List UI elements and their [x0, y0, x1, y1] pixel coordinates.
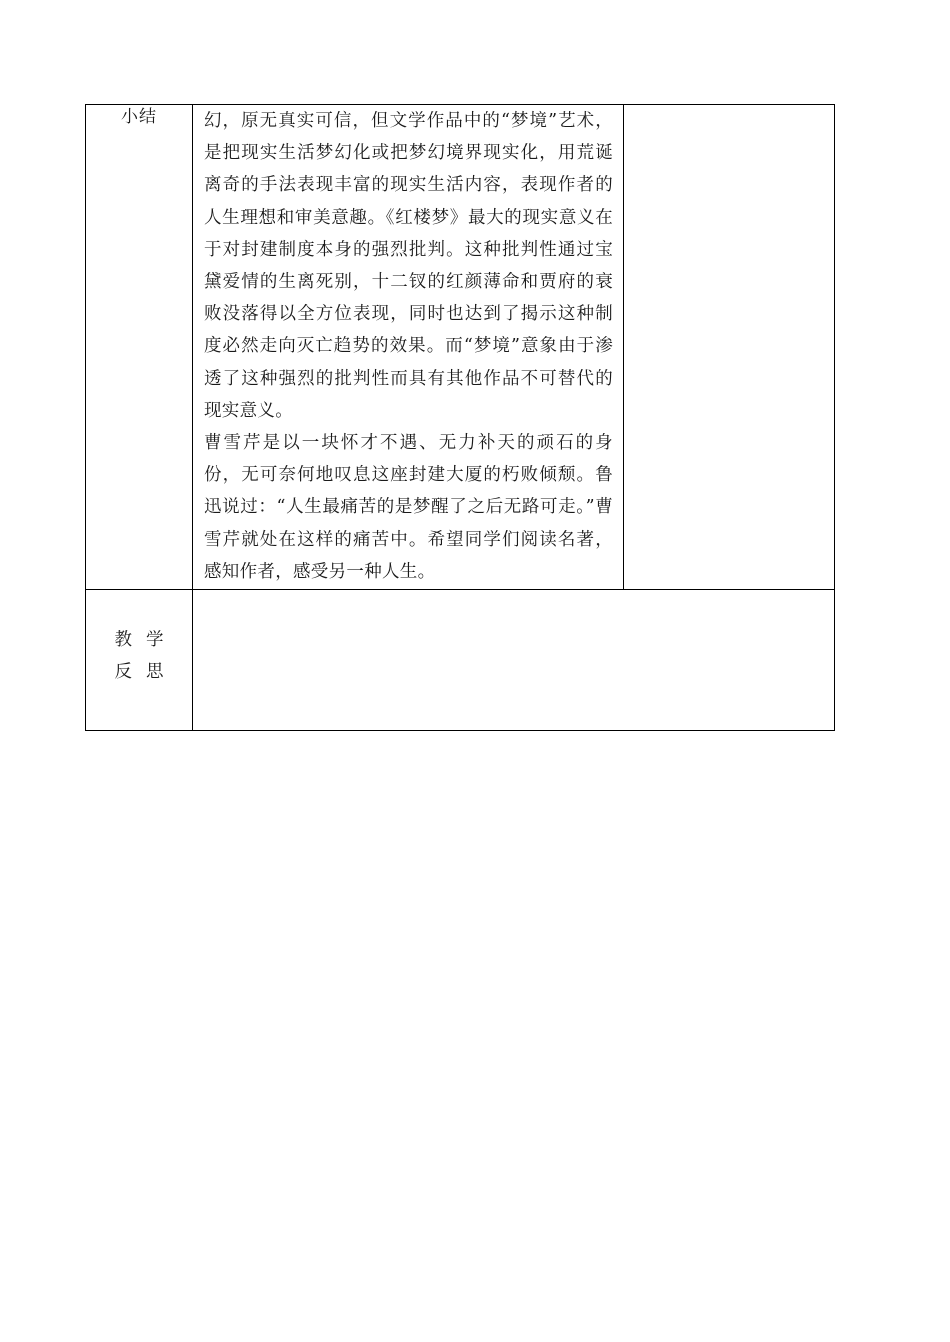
- lesson-plan-table: [85, 104, 835, 731]
- summary-paragraph-2: 曹雪芹是以一块怀才不遇、无力补天的顽石的身份，无可奈何地叹息这座封建大厦的朽败倾颓。鲁迅说过：“人生最痛苦的是梦醒了之后无路可走。”曹雪芹就处在这样的痛苦中。希望同学们阅读名著，感知作者，感受另一种人生。: [204, 433, 613, 582]
- summary-content-cell: [193, 105, 624, 590]
- reflection-row: [86, 590, 835, 731]
- summary-label: 小结: [121, 107, 157, 127]
- summary-row: [86, 105, 835, 590]
- reflection-label-line-2: 反思: [114, 662, 178, 682]
- summary-notes-cell: [624, 105, 835, 590]
- summary-label-cell: [86, 105, 193, 590]
- reflection-label: [86, 590, 192, 688]
- summary-paragraph-1: 幻，原无真实可信，但文学作品中的“梦境”艺术，是把现实生活梦幻化或把梦幻境界现实化，用荒诞离奇的手法表现丰富的现实生活内容，表现作者的人生理想和审美意趣。《红楼梦》最大的现实意义在于对封建制度本身的强烈批判。这种批判性通过宝黛爱情的生离死别，十二钗的红颜薄命和贾府的衰败没落得以全方位表现，同时也达到了揭示这种制度必然走向灭亡趋势的效果。而“梦境”意象由于渗透了这种强烈的批判性而具有其他作品不可替代的现实意义。: [204, 111, 613, 421]
- reflection-label-line-1: 教学: [114, 630, 178, 650]
- reflection-label-cell: [86, 590, 193, 731]
- summary-text: [193, 105, 623, 588]
- reflection-content-cell: [193, 590, 835, 731]
